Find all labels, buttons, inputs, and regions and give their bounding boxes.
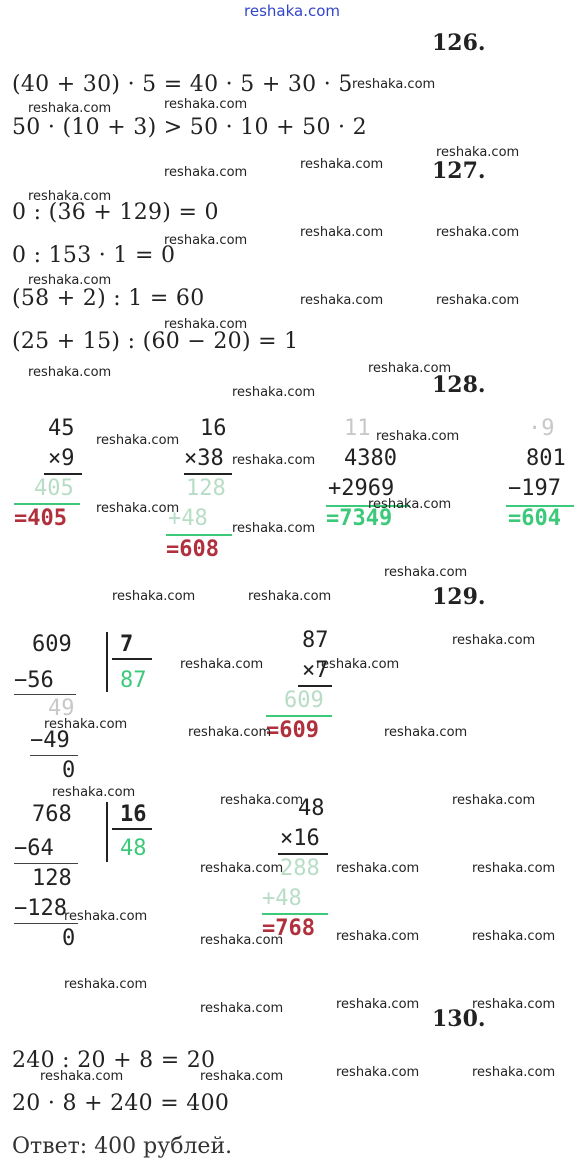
step-line [14, 694, 76, 695]
watermark: reshaka.com [164, 97, 248, 112]
equation-line: 20 · 8 + 240 = 400 [12, 1091, 230, 1116]
watermark: reshaka.com [452, 633, 536, 648]
equation-line: 0 : (36 + 129) = 0 [12, 200, 219, 225]
addend: +2969 [328, 476, 395, 501]
multiplier: ×9 [48, 446, 75, 471]
watermark: reshaka.com [164, 317, 248, 332]
subtrahend: −197 [508, 476, 561, 501]
watermark: reshaka.com [436, 293, 520, 308]
watermark: reshaka.com [232, 521, 316, 536]
watermark: reshaka.com [472, 929, 556, 944]
watermark: reshaka.com [472, 997, 556, 1012]
equation-line: 0 : 153 · 1 = 0 [12, 243, 176, 268]
partial-product: 609 [284, 688, 324, 713]
divisor-line [112, 658, 152, 660]
task-number-130: 130. [432, 1006, 486, 1032]
multiplier: ×7 [302, 658, 329, 683]
watermark: reshaka.com [300, 225, 384, 240]
result-value: =768 [262, 916, 315, 941]
watermark: reshaka.com [64, 977, 148, 992]
carry-digits: 11 [344, 416, 371, 441]
quotient: 48 [120, 836, 147, 861]
watermark: reshaka.com [248, 589, 332, 604]
partial-product: 288 [280, 856, 320, 881]
result-line [262, 913, 328, 915]
answer-text: Ответ: 400 рублей. [12, 1134, 233, 1159]
multiplicand: 48 [298, 796, 325, 821]
remainder-final: 0 [62, 758, 76, 783]
multiplicand: 45 [48, 416, 75, 441]
watermark: reshaka.com [52, 785, 136, 800]
watermark: reshaka.com [164, 165, 248, 180]
watermark: reshaka.com [300, 157, 384, 172]
watermark: reshaka.com [40, 1069, 124, 1084]
result-line [166, 534, 232, 536]
watermark: reshaka.com [64, 909, 148, 924]
result-line [266, 715, 332, 717]
watermark: reshaka.com [28, 365, 112, 380]
watermark: reshaka.com [200, 933, 284, 948]
divisor: 16 [120, 802, 147, 827]
remainder-step: 128 [32, 866, 72, 891]
calc-line [278, 853, 328, 855]
task-number-127: 127. [432, 158, 486, 184]
watermark: reshaka.com [200, 861, 284, 876]
partial-product: +48 [262, 886, 302, 911]
watermark: reshaka.com [384, 725, 468, 740]
watermark: reshaka.com [28, 101, 112, 116]
divisor: 7 [120, 632, 134, 657]
watermark: reshaka.com [316, 657, 400, 672]
watermark: reshaka.com [336, 997, 420, 1012]
watermark: reshaka.com [376, 429, 460, 444]
borrow-mark: ·9 [528, 416, 555, 441]
watermark: reshaka.com [188, 725, 272, 740]
watermark: reshaka.com [352, 77, 436, 92]
equation-line: (40 + 30) · 5 = 40 · 5 + 30 · 5 [12, 72, 353, 97]
division-bar [106, 632, 108, 692]
equation-line: (58 + 2) : 1 = 60 [12, 286, 205, 311]
watermark: reshaka.com [164, 233, 248, 248]
watermark: reshaka.com [232, 385, 316, 400]
watermark: reshaka.com [336, 1065, 420, 1080]
partial-product: 405 [34, 476, 74, 501]
multiplicand: 87 [302, 628, 329, 653]
remainder-final: 0 [62, 926, 76, 951]
task-number-128: 128. [432, 372, 486, 398]
watermark: reshaka.com [300, 293, 384, 308]
equation-line: 50 · (10 + 3) > 50 · 10 + 50 · 2 [12, 115, 367, 140]
task-number-126: 126. [432, 30, 486, 56]
result-value: =7349 [326, 506, 393, 531]
watermark: reshaka.com [200, 1001, 284, 1016]
subtract-step: −64 [14, 836, 54, 861]
watermark: reshaka.com [452, 793, 536, 808]
watermark: reshaka.com [112, 589, 196, 604]
step-line [14, 863, 78, 864]
watermark: reshaka.com [28, 273, 112, 288]
calc-line [44, 473, 82, 475]
multiplier: ×38 [184, 446, 224, 471]
watermark: reshaka.com [96, 501, 180, 516]
watermark: reshaka.com [336, 861, 420, 876]
watermark: reshaka.com [180, 657, 264, 672]
watermark: reshaka.com [472, 1065, 556, 1080]
task-number-129: 129. [432, 584, 486, 610]
watermark: reshaka.com [220, 793, 304, 808]
equation-line: (25 + 15) : (60 − 20) = 1 [12, 329, 299, 354]
multiplicand: 16 [200, 416, 227, 441]
calc-line [298, 685, 332, 687]
partial-product: +48 [168, 506, 208, 531]
watermark: reshaka.com [368, 497, 452, 512]
step-line [30, 755, 78, 756]
dividend: 768 [32, 802, 72, 827]
minuend: 801 [526, 446, 566, 471]
watermark: reshaka.com [384, 565, 468, 580]
remainder-step: 49 [48, 696, 75, 721]
division-bar [106, 802, 108, 862]
watermark: reshaka.com [28, 189, 112, 204]
watermark: reshaka.com [232, 453, 316, 468]
site-watermark-top[interactable]: reshaka.com [244, 2, 340, 20]
watermark: reshaka.com [336, 929, 420, 944]
watermark: reshaka.com [436, 145, 520, 160]
quotient: 87 [120, 668, 147, 693]
watermark: reshaka.com [44, 717, 128, 732]
result-value: =608 [166, 537, 219, 562]
watermark: reshaka.com [436, 225, 520, 240]
equation-line: 240 : 20 + 8 = 20 [12, 1048, 216, 1073]
watermark: reshaka.com [368, 361, 452, 376]
watermark: reshaka.com [200, 1069, 284, 1084]
result-line [14, 503, 80, 505]
watermark: reshaka.com [472, 861, 556, 876]
subtract-step: −49 [30, 728, 70, 753]
partial-product: 128 [186, 476, 226, 501]
watermark: reshaka.com [96, 433, 180, 448]
result-value: =405 [14, 506, 67, 531]
multiplier: ×16 [280, 826, 320, 851]
dividend: 609 [32, 632, 72, 657]
subtract-step: −56 [14, 668, 54, 693]
divisor-line [112, 828, 152, 830]
result-value: =604 [508, 506, 561, 531]
addend: 4380 [344, 446, 397, 471]
result-value: =609 [266, 718, 319, 743]
subtract-step: −128 [14, 896, 67, 921]
calc-line [184, 473, 232, 475]
